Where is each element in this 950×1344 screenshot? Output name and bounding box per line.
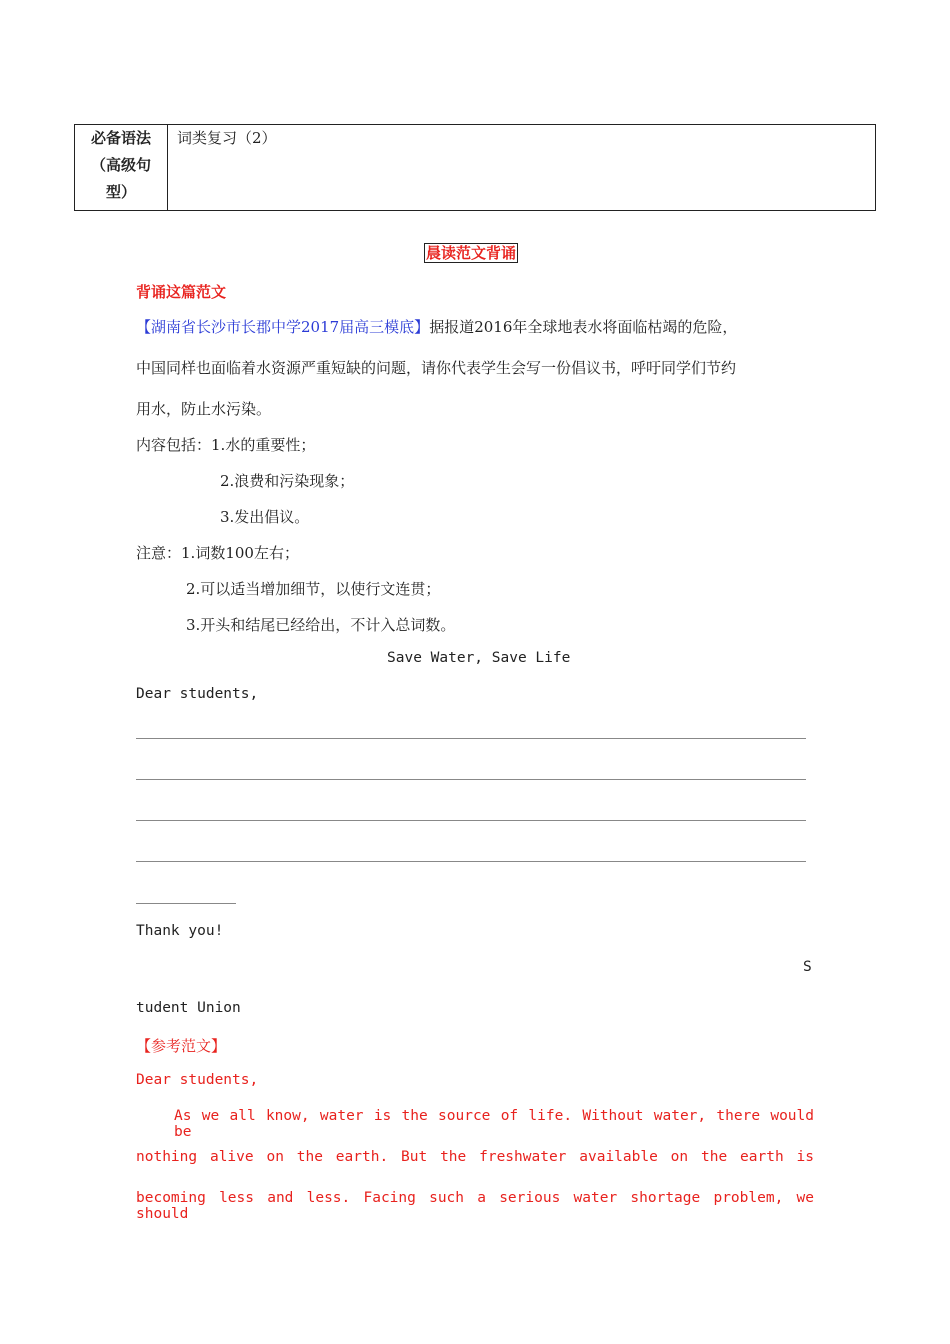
notes-row-1 <box>136 542 299 563</box>
prompt-line-1 <box>136 316 737 337</box>
content-item-2: 2.浪费和污染现象； <box>220 472 355 490</box>
content-row-1 <box>136 434 315 455</box>
answer-line-4 <box>136 861 806 862</box>
grammar-label-line-1: 必备语法 <box>90 129 151 147</box>
reference-line-2: nothing alive on the earth. But the freshwater available on the earth is <box>136 1149 814 1165</box>
grammar-label-line-3: 型） <box>105 183 136 201</box>
letter-title: Save Water, Save Life <box>387 650 571 666</box>
answer-line-2 <box>136 779 806 780</box>
letter-greeting: Dear students, <box>136 686 259 702</box>
grammar-value-cell: 词类复习（2） <box>168 125 876 211</box>
reference-label: 【参考范文】 <box>136 1037 227 1055</box>
prompt-line-2: 中国同样也面临着水资源严重短缺的问题，请你代表学生会写一份倡议书，呼吁同学们节约 <box>136 359 737 377</box>
content-item-1: 1.水的重要性； <box>211 436 316 454</box>
reference-line-1: As we all know, water is the source of life. Without water, there would be <box>174 1108 814 1140</box>
prompt-source: 【湖南省长沙市长郡中学2017届高三模底】 <box>136 318 430 336</box>
content-label: 内容包括： <box>136 436 212 454</box>
content-item-3: 3.发出倡议。 <box>220 508 310 526</box>
grammar-table <box>74 124 876 211</box>
notes-item-1: 1.词数100左右； <box>181 544 299 562</box>
notes-item-3: 3.开头和结尾已经给出，不计入总词数。 <box>186 616 456 634</box>
section-title <box>424 242 518 263</box>
subtitle: 背诵这篇范文 <box>136 283 227 301</box>
prompt-line-3: 用水，防止水污染。 <box>136 400 272 418</box>
letter-closing: Thank you! <box>136 923 224 939</box>
prompt-line-1-text: 据报道2016年全球地表水将面临枯竭的危险， <box>429 318 738 336</box>
notes-label: 注意： <box>136 544 182 562</box>
grammar-label-cell <box>75 125 168 211</box>
signature-first-letter: S <box>803 959 812 975</box>
reference-line-3: becoming less and less. Facing such a serious water shortage problem, we should <box>136 1190 814 1222</box>
grammar-label-line-2: （高级句 <box>90 156 151 174</box>
notes-item-2: 2.可以适当增加细节，以使行文连贯； <box>186 580 441 598</box>
reference-greeting: Dear students, <box>136 1072 259 1088</box>
answer-line-1 <box>136 738 806 739</box>
answer-line-5 <box>136 903 236 904</box>
section-title-text: 晨读范文背诵 <box>426 244 517 262</box>
answer-line-3 <box>136 820 806 821</box>
signature-rest: tudent Union <box>136 1000 241 1016</box>
